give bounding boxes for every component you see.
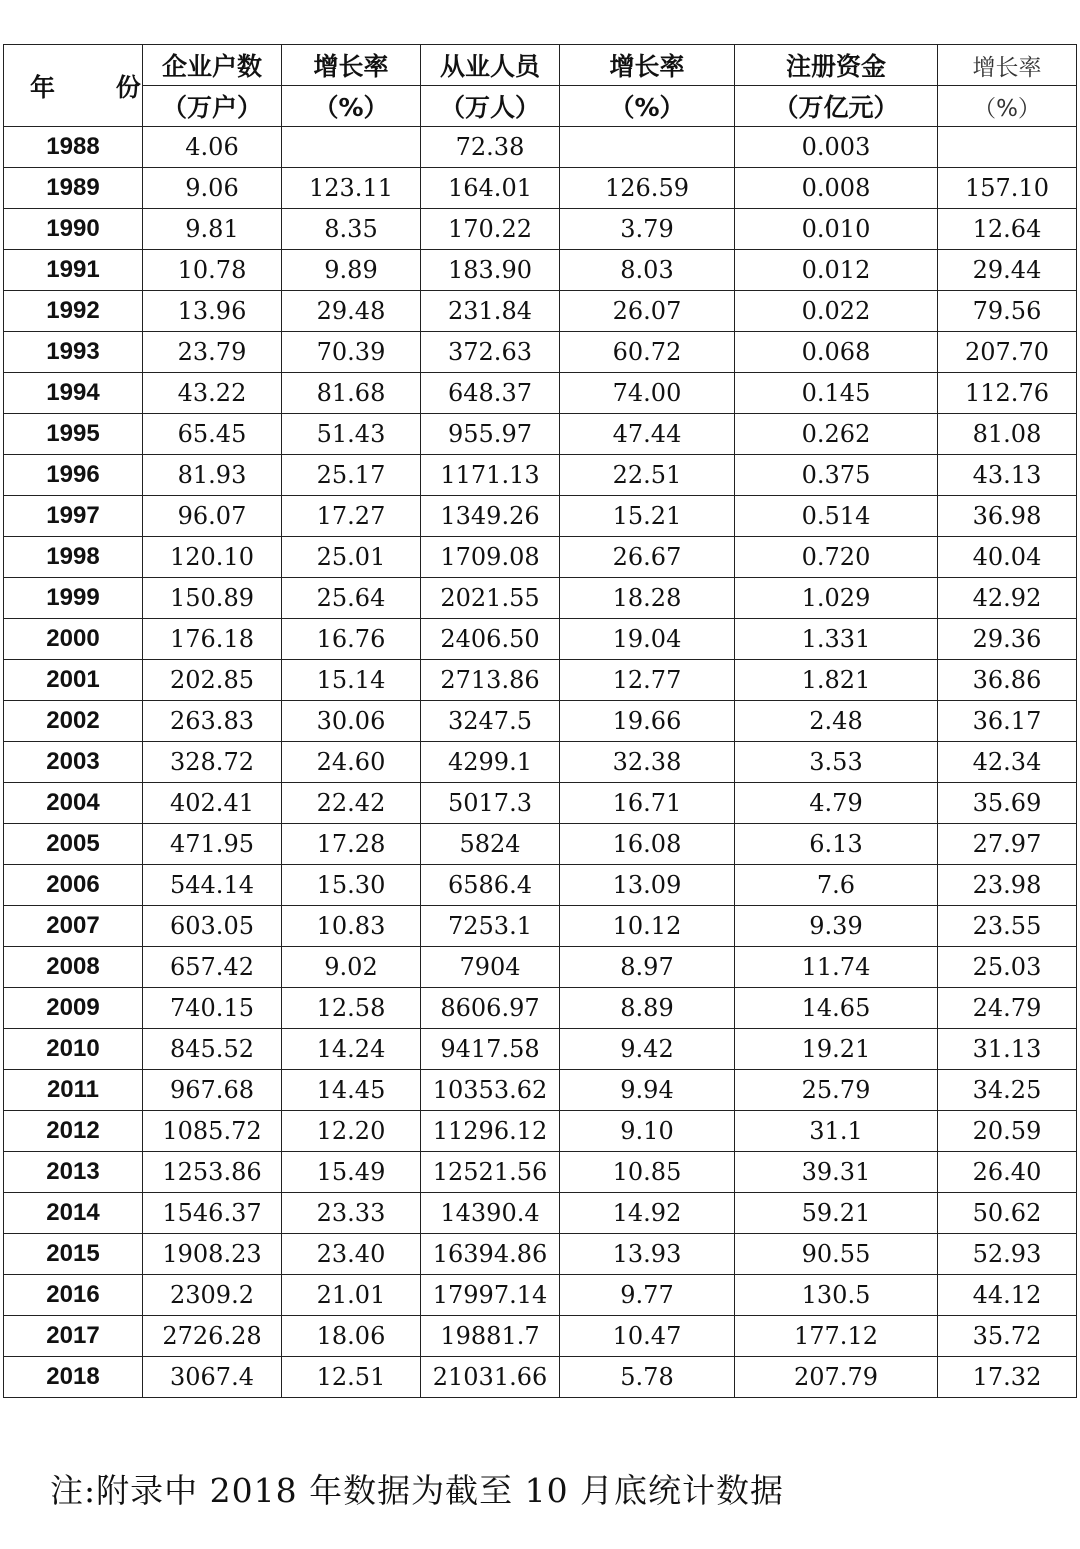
- cell-employees: 955.97: [421, 414, 560, 455]
- cell-year: 1994: [4, 373, 143, 414]
- cell-year: 2013: [4, 1152, 143, 1193]
- cell-registered-capital: 3.53: [735, 742, 938, 783]
- table-row: [4, 865, 1077, 906]
- cell-enterprise-count: 202.85: [143, 660, 282, 701]
- cell-employees-growth: 9.42: [560, 1029, 735, 1070]
- cell-year: 1993: [4, 332, 143, 373]
- cell-employees: 1171.13: [421, 455, 560, 496]
- cell-enterprise-count: 967.68: [143, 1070, 282, 1111]
- cell-employees-growth: 47.44: [560, 414, 735, 455]
- cell-employees: 6586.4: [421, 865, 560, 906]
- cell-employees-growth: 14.92: [560, 1193, 735, 1234]
- cell-capital-growth: 44.12: [938, 1275, 1077, 1316]
- cell-enterprise-count: 23.79: [143, 332, 282, 373]
- cell-employees-growth: 15.21: [560, 496, 735, 537]
- cell-employees: 4299.1: [421, 742, 560, 783]
- table-row: [4, 291, 1077, 332]
- cell-registered-capital: 1.331: [735, 619, 938, 660]
- unit-registered-capital: （万亿元）: [735, 86, 938, 127]
- table-row: [4, 1070, 1077, 1111]
- cell-year: 2017: [4, 1316, 143, 1357]
- cell-enterprise-count: 9.06: [143, 168, 282, 209]
- cell-capital-growth: 27.97: [938, 824, 1077, 865]
- cell-employees-growth: 5.78: [560, 1357, 735, 1398]
- cell-enterprise-growth: 17.27: [282, 496, 421, 537]
- cell-enterprise-growth: 12.58: [282, 988, 421, 1029]
- cell-registered-capital: 1.029: [735, 578, 938, 619]
- cell-enterprise-growth: 123.11: [282, 168, 421, 209]
- cell-enterprise-count: 150.89: [143, 578, 282, 619]
- cell-enterprise-count: 263.83: [143, 701, 282, 742]
- cell-enterprise-growth: 30.06: [282, 701, 421, 742]
- cell-year: 2012: [4, 1111, 143, 1152]
- header-employees-growth: 增长率: [560, 45, 735, 86]
- cell-capital-growth: 36.17: [938, 701, 1077, 742]
- cell-registered-capital: 0.720: [735, 537, 938, 578]
- header-enterprise-growth: 增长率: [282, 45, 421, 86]
- cell-enterprise-growth: 15.30: [282, 865, 421, 906]
- cell-employees-growth: 22.51: [560, 455, 735, 496]
- cell-employees: 10353.62: [421, 1070, 560, 1111]
- footnote: 注:附录中 2018 年数据为截至 10 月底统计数据: [50, 1471, 785, 1510]
- cell-registered-capital: 90.55: [735, 1234, 938, 1275]
- cell-enterprise-growth: 16.76: [282, 619, 421, 660]
- cell-registered-capital: 0.068: [735, 332, 938, 373]
- cell-employees: 8606.97: [421, 988, 560, 1029]
- cell-employees: 19881.7: [421, 1316, 560, 1357]
- cell-enterprise-count: 1908.23: [143, 1234, 282, 1275]
- cell-enterprise-count: 471.95: [143, 824, 282, 865]
- cell-capital-growth: 36.86: [938, 660, 1077, 701]
- cell-employees: 648.37: [421, 373, 560, 414]
- cell-registered-capital: 0.008: [735, 168, 938, 209]
- cell-enterprise-count: 4.06: [143, 127, 282, 168]
- cell-registered-capital: 25.79: [735, 1070, 938, 1111]
- cell-employees-growth: 60.72: [560, 332, 735, 373]
- table-row: [4, 824, 1077, 865]
- table-row: [4, 332, 1077, 373]
- cell-year: 1998: [4, 537, 143, 578]
- cell-registered-capital: 0.262: [735, 414, 938, 455]
- cell-enterprise-count: 740.15: [143, 988, 282, 1029]
- private-enterprise-statistics-table: [3, 44, 1077, 1398]
- cell-enterprise-growth: 81.68: [282, 373, 421, 414]
- cell-registered-capital: 59.21: [735, 1193, 938, 1234]
- cell-enterprise-count: 1085.72: [143, 1111, 282, 1152]
- cell-enterprise-count: 845.52: [143, 1029, 282, 1070]
- cell-enterprise-growth: 23.33: [282, 1193, 421, 1234]
- cell-employees-growth: 8.89: [560, 988, 735, 1029]
- cell-enterprise-count: 176.18: [143, 619, 282, 660]
- cell-enterprise-growth: 8.35: [282, 209, 421, 250]
- cell-year: 2002: [4, 701, 143, 742]
- cell-employees-growth: 32.38: [560, 742, 735, 783]
- cell-employees: 1349.26: [421, 496, 560, 537]
- cell-employees-growth: 9.77: [560, 1275, 735, 1316]
- unit-employees: （万人）: [421, 86, 560, 127]
- cell-employees: 9417.58: [421, 1029, 560, 1070]
- cell-year: 2004: [4, 783, 143, 824]
- cell-registered-capital: 0.003: [735, 127, 938, 168]
- cell-employees: 12521.56: [421, 1152, 560, 1193]
- cell-enterprise-growth: 14.45: [282, 1070, 421, 1111]
- cell-registered-capital: 31.1: [735, 1111, 938, 1152]
- cell-capital-growth: 34.25: [938, 1070, 1077, 1111]
- cell-enterprise-count: 3067.4: [143, 1357, 282, 1398]
- cell-capital-growth: 42.92: [938, 578, 1077, 619]
- cell-registered-capital: 0.375: [735, 455, 938, 496]
- cell-enterprise-growth: 24.60: [282, 742, 421, 783]
- cell-enterprise-growth: 25.17: [282, 455, 421, 496]
- cell-employees-growth: 9.94: [560, 1070, 735, 1111]
- cell-enterprise-growth: 25.01: [282, 537, 421, 578]
- cell-capital-growth: 26.40: [938, 1152, 1077, 1193]
- table-row: [4, 1193, 1077, 1234]
- cell-enterprise-growth: 25.64: [282, 578, 421, 619]
- header-row-units: [4, 86, 1077, 127]
- cell-enterprise-growth: 23.40: [282, 1234, 421, 1275]
- cell-employees-growth: 10.12: [560, 906, 735, 947]
- cell-capital-growth: 50.62: [938, 1193, 1077, 1234]
- cell-enterprise-count: 402.41: [143, 783, 282, 824]
- cell-capital-growth: 207.70: [938, 332, 1077, 373]
- cell-registered-capital: 0.514: [735, 496, 938, 537]
- table-body: [4, 127, 1077, 1398]
- cell-year: 2014: [4, 1193, 143, 1234]
- table-row: [4, 1029, 1077, 1070]
- cell-enterprise-growth: 12.51: [282, 1357, 421, 1398]
- cell-employees: 16394.86: [421, 1234, 560, 1275]
- cell-year: 1991: [4, 250, 143, 291]
- table-row: [4, 455, 1077, 496]
- cell-year: 2015: [4, 1234, 143, 1275]
- cell-employees: 231.84: [421, 291, 560, 332]
- cell-employees-growth: 16.08: [560, 824, 735, 865]
- cell-year: 1995: [4, 414, 143, 455]
- cell-employees: 164.01: [421, 168, 560, 209]
- cell-enterprise-count: 328.72: [143, 742, 282, 783]
- cell-employees: 7904: [421, 947, 560, 988]
- cell-year: 1999: [4, 578, 143, 619]
- cell-enterprise-growth: 10.83: [282, 906, 421, 947]
- table-row: [4, 578, 1077, 619]
- cell-capital-growth: 157.10: [938, 168, 1077, 209]
- cell-capital-growth: 29.36: [938, 619, 1077, 660]
- cell-capital-growth: 42.34: [938, 742, 1077, 783]
- cell-capital-growth: 24.79: [938, 988, 1077, 1029]
- cell-capital-growth: 112.76: [938, 373, 1077, 414]
- cell-enterprise-count: 603.05: [143, 906, 282, 947]
- cell-enterprise-count: 657.42: [143, 947, 282, 988]
- cell-enterprise-growth: [282, 127, 421, 168]
- cell-year: 2001: [4, 660, 143, 701]
- cell-enterprise-count: 43.22: [143, 373, 282, 414]
- cell-year: 1989: [4, 168, 143, 209]
- cell-employees: 3247.5: [421, 701, 560, 742]
- table-row: [4, 783, 1077, 824]
- cell-registered-capital: 0.010: [735, 209, 938, 250]
- table-row: [4, 1111, 1077, 1152]
- cell-capital-growth: [938, 127, 1077, 168]
- cell-employees: 21031.66: [421, 1357, 560, 1398]
- cell-enterprise-count: 1253.86: [143, 1152, 282, 1193]
- cell-registered-capital: 39.31: [735, 1152, 938, 1193]
- cell-employees-growth: 26.07: [560, 291, 735, 332]
- table-row: [4, 209, 1077, 250]
- table-row: [4, 496, 1077, 537]
- unit-capital-growth: （%）: [938, 86, 1077, 127]
- cell-capital-growth: 31.13: [938, 1029, 1077, 1070]
- table-header: [4, 45, 1077, 127]
- cell-capital-growth: 35.72: [938, 1316, 1077, 1357]
- table-row: [4, 168, 1077, 209]
- cell-year: 1996: [4, 455, 143, 496]
- cell-registered-capital: 177.12: [735, 1316, 938, 1357]
- cell-enterprise-growth: 9.02: [282, 947, 421, 988]
- table-row: [4, 742, 1077, 783]
- table-row: [4, 1357, 1077, 1398]
- cell-registered-capital: 130.5: [735, 1275, 938, 1316]
- cell-registered-capital: 4.79: [735, 783, 938, 824]
- cell-enterprise-growth: 15.14: [282, 660, 421, 701]
- cell-employees: 2021.55: [421, 578, 560, 619]
- cell-enterprise-count: 13.96: [143, 291, 282, 332]
- cell-capital-growth: 17.32: [938, 1357, 1077, 1398]
- cell-employees: 5824: [421, 824, 560, 865]
- cell-registered-capital: 0.145: [735, 373, 938, 414]
- header-employees: 从业人员: [421, 45, 560, 86]
- cell-capital-growth: 20.59: [938, 1111, 1077, 1152]
- statistics-table-container: [3, 44, 1077, 1398]
- cell-year: 2016: [4, 1275, 143, 1316]
- table-row: [4, 988, 1077, 1029]
- cell-capital-growth: 43.13: [938, 455, 1077, 496]
- cell-capital-growth: 23.55: [938, 906, 1077, 947]
- cell-employees: 1709.08: [421, 537, 560, 578]
- cell-capital-growth: 35.69: [938, 783, 1077, 824]
- cell-employees: 183.90: [421, 250, 560, 291]
- cell-enterprise-count: 120.10: [143, 537, 282, 578]
- cell-employees: 11296.12: [421, 1111, 560, 1152]
- cell-registered-capital: 2.48: [735, 701, 938, 742]
- cell-enterprise-growth: 18.06: [282, 1316, 421, 1357]
- cell-enterprise-growth: 17.28: [282, 824, 421, 865]
- cell-capital-growth: 40.04: [938, 537, 1077, 578]
- cell-employees-growth: 10.85: [560, 1152, 735, 1193]
- cell-employees-growth: 9.10: [560, 1111, 735, 1152]
- cell-employees-growth: 74.00: [560, 373, 735, 414]
- cell-employees-growth: 18.28: [560, 578, 735, 619]
- unit-enterprise-count: （万户）: [143, 86, 282, 127]
- cell-enterprise-count: 10.78: [143, 250, 282, 291]
- cell-year: 2000: [4, 619, 143, 660]
- cell-enterprise-count: 2726.28: [143, 1316, 282, 1357]
- cell-employees: 14390.4: [421, 1193, 560, 1234]
- cell-year: 2018: [4, 1357, 143, 1398]
- cell-year: 1992: [4, 291, 143, 332]
- cell-year: 1997: [4, 496, 143, 537]
- table-row: [4, 373, 1077, 414]
- cell-capital-growth: 25.03: [938, 947, 1077, 988]
- table-row: [4, 1275, 1077, 1316]
- header-registered-capital: 注册资金: [735, 45, 938, 86]
- cell-year: 2003: [4, 742, 143, 783]
- cell-enterprise-count: 65.45: [143, 414, 282, 455]
- table-row: [4, 127, 1077, 168]
- cell-capital-growth: 52.93: [938, 1234, 1077, 1275]
- cell-employees-growth: 126.59: [560, 168, 735, 209]
- cell-enterprise-growth: 9.89: [282, 250, 421, 291]
- cell-employees: 2713.86: [421, 660, 560, 701]
- cell-enterprise-growth: 22.42: [282, 783, 421, 824]
- cell-year: 2008: [4, 947, 143, 988]
- table-row: [4, 1152, 1077, 1193]
- cell-employees: 72.38: [421, 127, 560, 168]
- cell-capital-growth: 81.08: [938, 414, 1077, 455]
- cell-enterprise-count: 1546.37: [143, 1193, 282, 1234]
- cell-year: 2009: [4, 988, 143, 1029]
- cell-registered-capital: 7.6: [735, 865, 938, 906]
- cell-registered-capital: 6.13: [735, 824, 938, 865]
- unit-employees-growth: （%）: [560, 86, 735, 127]
- table-row: [4, 414, 1077, 455]
- cell-employees-growth: 10.47: [560, 1316, 735, 1357]
- cell-employees-growth: 13.93: [560, 1234, 735, 1275]
- table-row: [4, 701, 1077, 742]
- cell-year: 2011: [4, 1070, 143, 1111]
- cell-employees-growth: 13.09: [560, 865, 735, 906]
- cell-registered-capital: 19.21: [735, 1029, 938, 1070]
- cell-enterprise-growth: 70.39: [282, 332, 421, 373]
- cell-employees-growth: 16.71: [560, 783, 735, 824]
- cell-year: 2007: [4, 906, 143, 947]
- cell-employees-growth: 19.04: [560, 619, 735, 660]
- cell-year: 2005: [4, 824, 143, 865]
- cell-registered-capital: 9.39: [735, 906, 938, 947]
- header-year: 年 份: [4, 45, 143, 127]
- cell-capital-growth: 29.44: [938, 250, 1077, 291]
- cell-employees: 2406.50: [421, 619, 560, 660]
- cell-employees: 17997.14: [421, 1275, 560, 1316]
- cell-registered-capital: 0.012: [735, 250, 938, 291]
- cell-enterprise-count: 2309.2: [143, 1275, 282, 1316]
- cell-employees-growth: 3.79: [560, 209, 735, 250]
- table-row: [4, 660, 1077, 701]
- header-capital-growth: 增长率: [938, 45, 1077, 86]
- table-row: [4, 947, 1077, 988]
- cell-year: 2010: [4, 1029, 143, 1070]
- cell-enterprise-count: 544.14: [143, 865, 282, 906]
- cell-employees: 170.22: [421, 209, 560, 250]
- cell-enterprise-growth: 29.48: [282, 291, 421, 332]
- unit-enterprise-growth: （%）: [282, 86, 421, 127]
- cell-year: 1990: [4, 209, 143, 250]
- cell-enterprise-growth: 12.20: [282, 1111, 421, 1152]
- table-row: [4, 537, 1077, 578]
- cell-employees-growth: 8.97: [560, 947, 735, 988]
- table-row: [4, 906, 1077, 947]
- cell-employees-growth: 8.03: [560, 250, 735, 291]
- cell-capital-growth: 23.98: [938, 865, 1077, 906]
- table-row: [4, 250, 1077, 291]
- cell-enterprise-growth: 14.24: [282, 1029, 421, 1070]
- cell-employees: 5017.3: [421, 783, 560, 824]
- cell-enterprise-growth: 15.49: [282, 1152, 421, 1193]
- table-row: [4, 1316, 1077, 1357]
- cell-enterprise-count: 81.93: [143, 455, 282, 496]
- header-enterprise-count: 企业户数: [143, 45, 282, 86]
- cell-registered-capital: 0.022: [735, 291, 938, 332]
- table-row: [4, 619, 1077, 660]
- cell-enterprise-growth: 21.01: [282, 1275, 421, 1316]
- cell-registered-capital: 1.821: [735, 660, 938, 701]
- cell-enterprise-growth: 51.43: [282, 414, 421, 455]
- cell-employees-growth: 26.67: [560, 537, 735, 578]
- table-row: [4, 1234, 1077, 1275]
- cell-employees: 372.63: [421, 332, 560, 373]
- cell-registered-capital: 14.65: [735, 988, 938, 1029]
- cell-registered-capital: 11.74: [735, 947, 938, 988]
- cell-capital-growth: 79.56: [938, 291, 1077, 332]
- cell-employees: 7253.1: [421, 906, 560, 947]
- cell-employees-growth: 12.77: [560, 660, 735, 701]
- cell-employees-growth: 19.66: [560, 701, 735, 742]
- cell-capital-growth: 12.64: [938, 209, 1077, 250]
- cell-year: 1988: [4, 127, 143, 168]
- cell-employees-growth: [560, 127, 735, 168]
- header-row-labels: [4, 45, 1077, 86]
- cell-enterprise-count: 9.81: [143, 209, 282, 250]
- cell-year: 2006: [4, 865, 143, 906]
- cell-registered-capital: 207.79: [735, 1357, 938, 1398]
- cell-enterprise-count: 96.07: [143, 496, 282, 537]
- cell-capital-growth: 36.98: [938, 496, 1077, 537]
